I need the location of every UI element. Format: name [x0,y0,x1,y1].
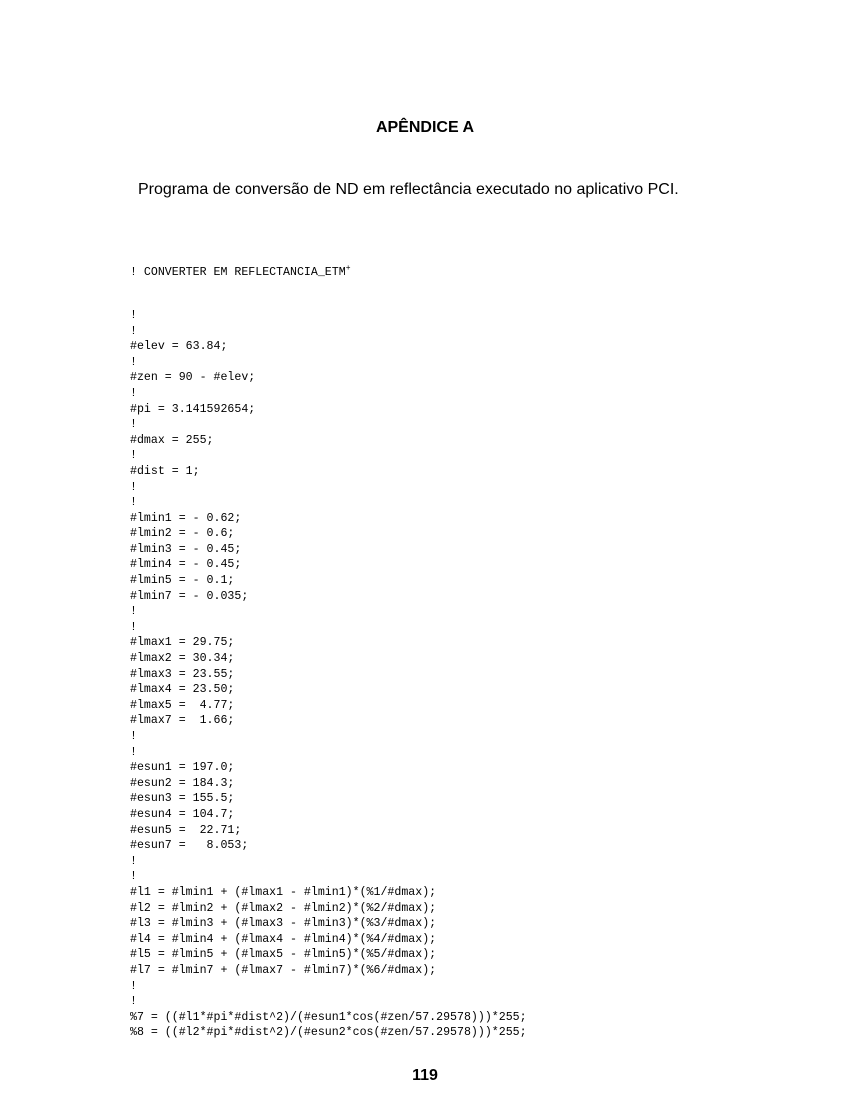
code-line: ! [130,745,137,759]
code-listing [130,230,527,1056]
code-line: #l4 = #lmin4 + (#lmax4 - #lmin4)*(%4/#dmax); [130,932,437,946]
code-header-line [130,261,527,280]
appendix-subtitle: Programa de conversão de ND em reflectância executado no aplicativo PCI. [138,181,679,198]
code-line: #l3 = #lmin3 + (#lmax3 - #lmin3)*(%3/#dmax); [130,917,437,931]
code-line: #lmax7 = 1.66; [130,714,235,728]
code-line: #esun4 = 104.7; [130,807,235,821]
code-line: #zen = 90 - #elev; [130,371,256,385]
code-line: #lmin4 = - 0.45; [130,558,242,572]
code-line: ! [130,480,137,494]
code-line: ! [130,449,137,463]
code-line: #lmin2 = - 0.6; [130,527,235,541]
code-line: #esun3 = 155.5; [130,792,235,806]
code-line: #lmin1 = - 0.62; [130,511,242,525]
code-line: #lmax1 = 29.75; [130,636,235,650]
code-line: #l7 = #lmin7 + (#lmax7 - #lmin7)*(%6/#dmax); [130,963,437,977]
code-line: %8 = ((#l2*#pi*#dist^2)/(#esun2*cos(#zen/57.29578)))*255; [130,1026,527,1040]
code-line: ! [130,308,137,322]
page-number: 119 [412,1067,438,1084]
code-line: ! [130,730,137,743]
code-body [130,308,527,1041]
code-line: ! [130,418,137,432]
code-line: #lmin3 = - 0.45; [130,542,242,556]
code-line: #lmax4 = 23.50; [130,683,235,697]
code-line: #esun7 = 8.053; [130,839,249,853]
code-line: ! [130,386,137,400]
code-line: ! [130,870,137,884]
code-line: %7 = ((#l1*#pi*#dist^2)/(#esun1*cos(#zen/57.29578)))*255; [130,1010,527,1024]
code-line: ! [130,995,137,1009]
appendix-title: APÊNDICE A [375,119,475,136]
code-line: ! [130,979,137,993]
code-line: #pi = 3.141592654; [130,402,256,416]
code-line: #elev = 63.84; [130,340,228,354]
code-line: #l2 = #lmin2 + (#lmax2 - #lmin2)*(%2/#dmax); [130,901,437,915]
code-line: #dist = 1; [130,464,200,478]
code-header-superscript: + [345,264,351,274]
code-line: #l1 = #lmin1 + (#lmax1 - #lmin1)*(%1/#dmax); [130,885,437,899]
code-header-text: ! CONVERTER EM REFLECTANCIA_ETM [130,266,346,280]
code-line: #esun5 = 22.71; [130,823,242,837]
code-line: #lmax3 = 23.55; [130,667,235,681]
code-line: #lmax5 = 4.77; [130,698,235,712]
code-line: ! [130,854,137,868]
code-line: #lmin5 = - 0.1; [130,574,235,588]
code-line: ! [130,605,137,619]
code-line: #esun1 = 197.0; [130,761,235,775]
code-line: ! [130,324,137,338]
code-line: #esun2 = 184.3; [130,776,235,790]
code-line: #l5 = #lmin5 + (#lmax5 - #lmin5)*(%5/#dmax); [130,948,437,962]
code-line: ! [130,620,137,634]
code-line: #lmax2 = 30.34; [130,652,235,666]
code-line: ! [130,496,137,510]
code-line: #dmax = 255; [130,433,214,447]
code-line: ! [130,355,137,369]
code-line: #lmin7 = - 0.035; [130,589,249,603]
